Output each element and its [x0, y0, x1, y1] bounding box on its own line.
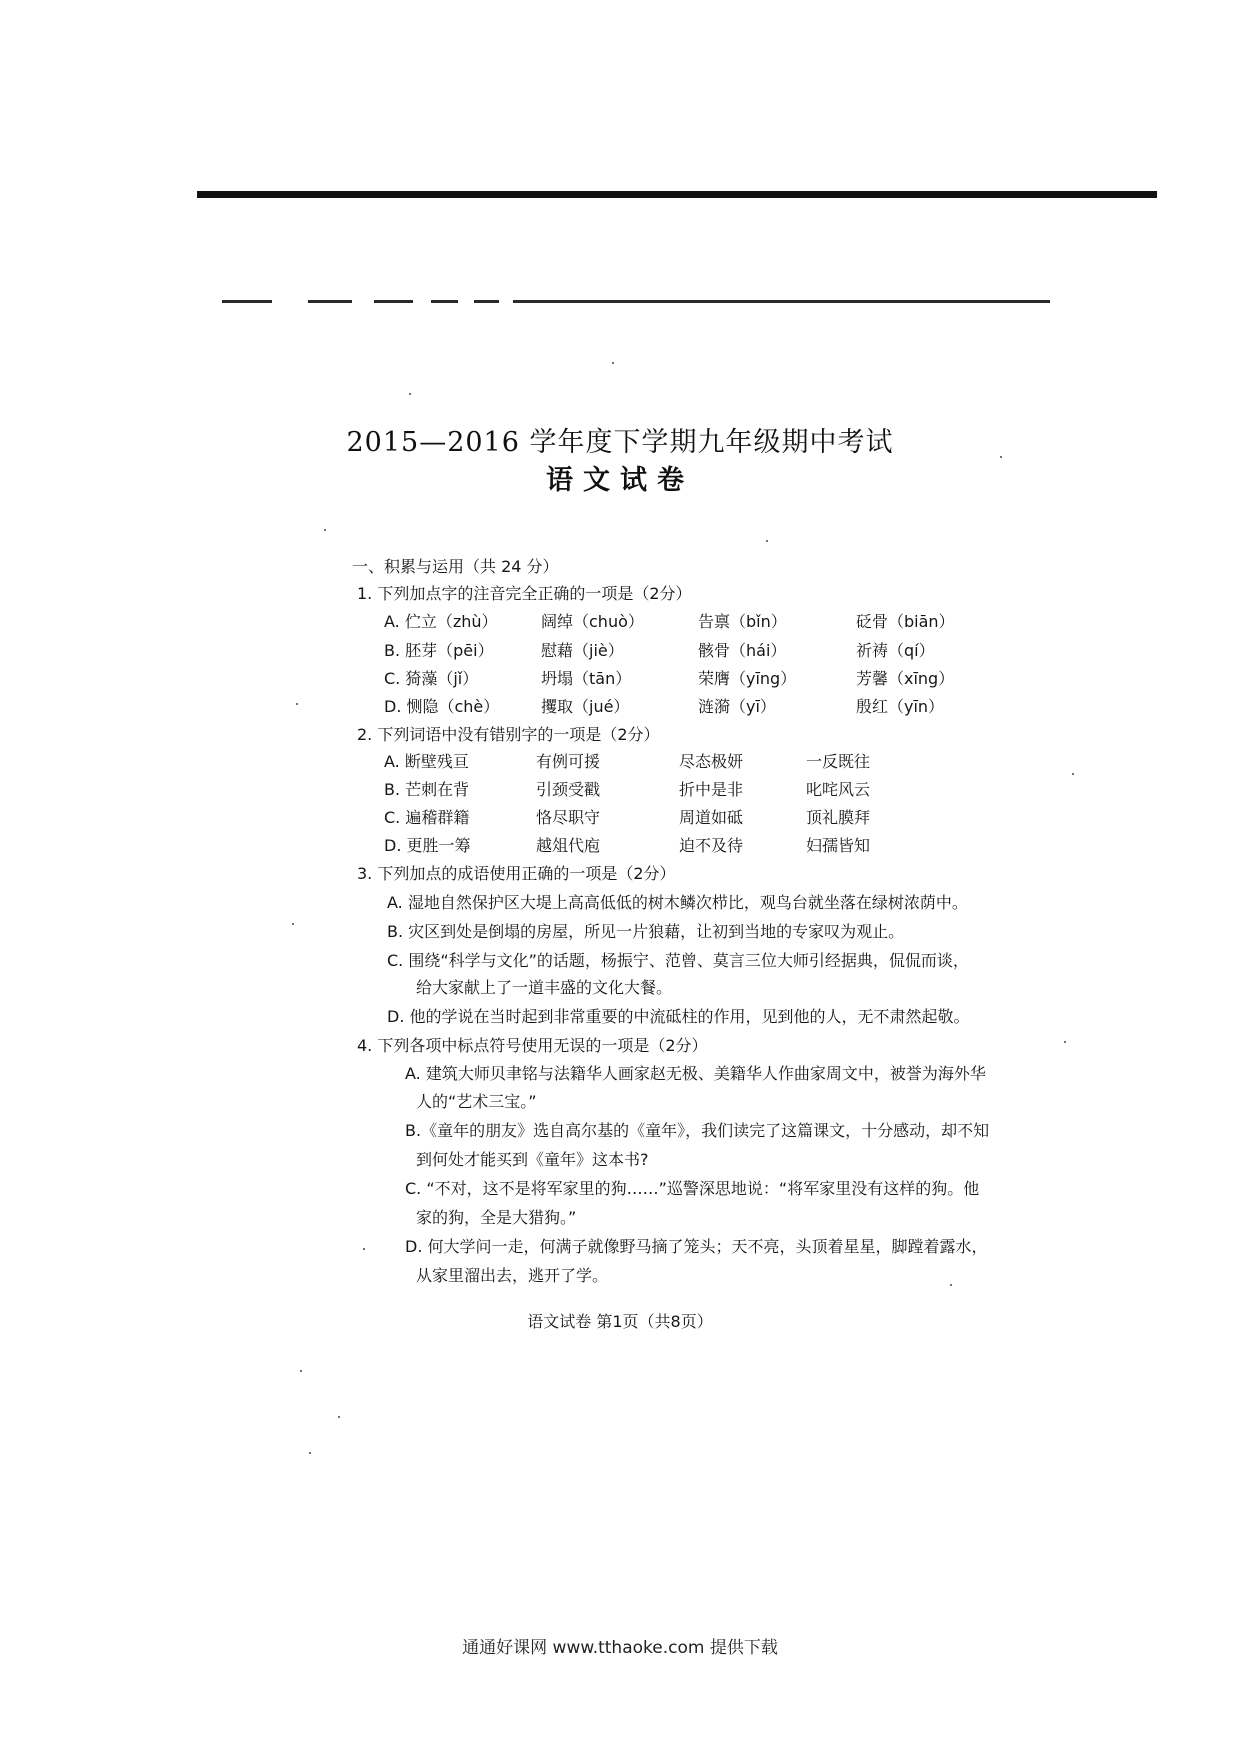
q1-option-b: [384, 641, 984, 663]
q4-option-c: C. “不对，这不是将军家里的狗……”巡警深思地说：“将军家里没有这样的狗。他: [405, 1179, 980, 1198]
q2-a-3: 尽态极妍: [679, 752, 744, 771]
q2-d-1: D. 更胜一筹: [384, 836, 471, 855]
q1-a-1: A. 伫立（zhù）: [384, 612, 498, 631]
q1-d-4: 殷红（yīn）: [856, 697, 945, 716]
q3-stem: 3. 下列加点的成语使用正确的一项是（2分）: [357, 864, 676, 883]
q4-option-d-cont: 从家里溜出去，逃开了学。: [416, 1266, 609, 1285]
q1-option-a: [384, 612, 984, 634]
q2-option-a: [384, 752, 884, 774]
q2-b-1: B. 芒刺在背: [384, 780, 470, 799]
q3-option-c: C. 围绕“科学与文化”的话题，杨振宁、范曾、莫言三位大师引经据典，侃侃而谈，: [387, 951, 969, 970]
q2-b-2: 引颈受戳: [536, 780, 601, 799]
q2-stem: 2. 下列词语中没有错别字的一项是（2分）: [357, 725, 660, 744]
q1-option-c: [384, 669, 984, 691]
q2-option-c: [384, 808, 884, 830]
q4-option-b-cont: 到何处才能买到《童年》这本书?: [416, 1150, 649, 1169]
header-rule: [222, 300, 1050, 303]
q4-option-d: D. 何大学问一走，何满子就像野马摘了笼头；天不亮，头顶着星星，脚蹚着露水，: [405, 1237, 988, 1256]
q2-d-2: 越俎代庖: [536, 836, 601, 855]
top-border-line: [197, 191, 1157, 198]
exam-subject: 语文试卷: [546, 465, 694, 496]
exam-title: 2015—2016 学年度下学期九年级期中考试: [346, 427, 894, 458]
q3-option-a: A. 湿地自然保护区大堤上高高低低的树木鳞次栉比，观鸟台就坐落在绿树浓荫中。: [387, 893, 968, 912]
q2-a-4: 一反既往: [806, 752, 871, 771]
q1-d-1: D. 恻隐（chè）: [384, 697, 500, 716]
q2-d-4: 妇孺皆知: [806, 836, 871, 855]
q2-b-3: 折中是非: [679, 780, 744, 799]
q2-c-1: C. 遍稽群籍: [384, 808, 470, 827]
q1-c-1: C. 猗藻（jǐ）: [384, 669, 479, 688]
q4-option-a-cont: 人的“艺术三宝。”: [416, 1092, 537, 1111]
download-credit: 通通好课网 www.tthaoke.com 提供下载: [462, 1638, 778, 1658]
q1-a-3: 告禀（bǐn）: [698, 612, 787, 631]
q1-c-2: 坍塌（tān）: [541, 669, 632, 688]
q4-stem: 4. 下列各项中标点符号使用无误的一项是（2分）: [357, 1036, 708, 1055]
q1-d-3: 涟漪（yī）: [698, 697, 776, 716]
q3-option-d: D. 他的学说在当时起到非常重要的中流砥柱的作用，见到他的人，无不肃然起敬。: [387, 1007, 970, 1026]
q2-c-3: 周道如砥: [679, 808, 744, 827]
q1-a-4: 砭骨（biān）: [856, 612, 955, 631]
q4-option-c-cont: 家的狗，全是大猎狗。”: [416, 1208, 577, 1227]
q2-c-2: 恪尽职守: [536, 808, 601, 827]
q1-stem: 1. 下列加点字的注音完全正确的一项是（2分）: [357, 584, 692, 603]
page-footer: 语文试卷 第1页（共8页）: [527, 1312, 713, 1331]
q2-a-2: 有例可援: [536, 752, 601, 771]
q1-b-2: 慰藉（jiè）: [541, 641, 624, 660]
q4-option-a: A. 建筑大师贝聿铭与法籍华人画家赵无极、美籍华人作曲家周文中，被誉为海外华: [405, 1064, 986, 1083]
q1-c-4: 芳馨（xīng）: [856, 669, 955, 688]
q1-d-2: 攫取（jué）: [541, 697, 630, 716]
q1-c-3: 荣膺（yīng）: [698, 669, 797, 688]
q1-b-1: B. 胚芽（pēi）: [384, 641, 494, 660]
q4-option-b: B.《童年的朋友》选自高尔基的《童年》，我们读完了这篇课文，十分感动，却不知: [405, 1121, 990, 1140]
q2-option-d: [384, 836, 884, 858]
q1-option-d: [384, 697, 984, 719]
q2-d-3: 迫不及待: [679, 836, 744, 855]
q1-b-4: 祈祷（qí）: [856, 641, 935, 660]
q2-a-1: A. 断壁残亘: [384, 752, 469, 771]
q3-option-b: B. 灾区到处是倒塌的房屋，所见一片狼藉，让初到当地的专家叹为观止。: [387, 922, 905, 941]
q2-b-4: 叱咤风云: [806, 780, 871, 799]
q1-a-2: 阔绰（chuò）: [541, 612, 644, 631]
q1-b-3: 骸骨（hái）: [698, 641, 787, 660]
section-heading: 一、积累与运用（共 24 分）: [352, 557, 559, 576]
q2-option-b: [384, 780, 884, 802]
q3-option-c-cont: 给大家献上了一道丰盛的文化大餐。: [416, 978, 673, 997]
q2-c-4: 顶礼膜拜: [806, 808, 871, 827]
